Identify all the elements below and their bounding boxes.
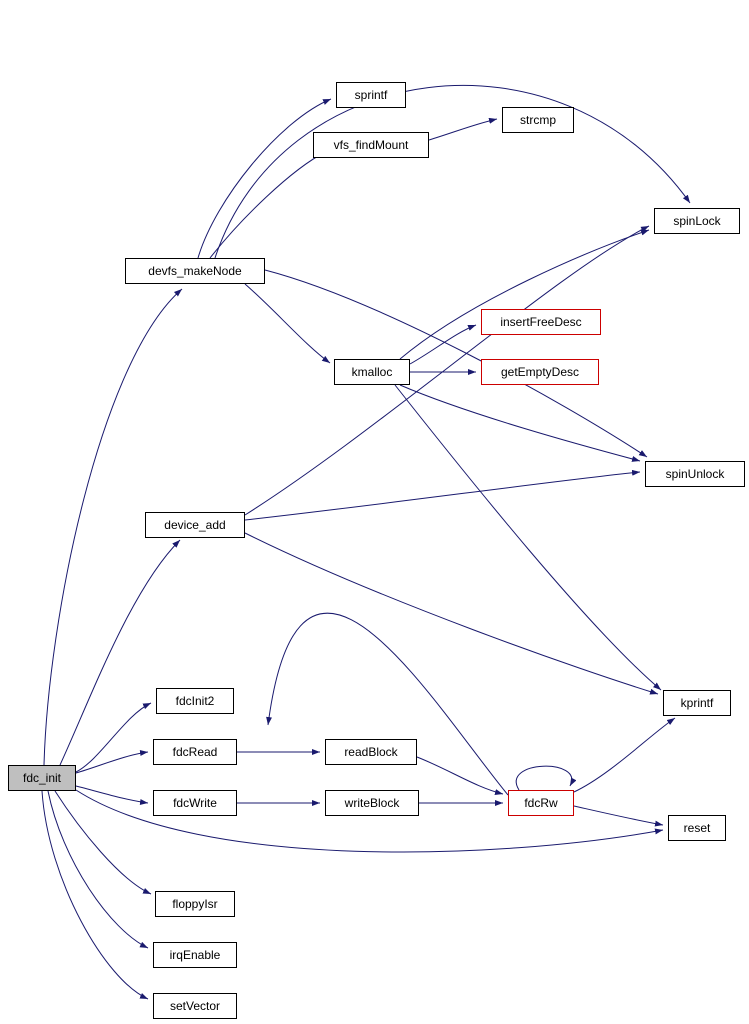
node-writeBlock[interactable] [325, 790, 419, 816]
node-fdc_init[interactable] [8, 765, 76, 791]
edge-kmalloc-spinUnlock [400, 385, 640, 461]
node-label: strcmp [520, 113, 556, 127]
node-sprintf[interactable] [336, 82, 406, 108]
node-getEmptyDesc[interactable] [481, 359, 599, 385]
node-label: spinLock [673, 214, 721, 228]
node-label: insertFreeDesc [500, 315, 582, 329]
node-label: vfs_findMount [333, 138, 409, 152]
edge-fdcRw-kmalloc [268, 613, 508, 795]
edge-devfs_makeNode-kmalloc [245, 284, 330, 363]
node-floppyIsr[interactable] [155, 891, 235, 917]
edge-kmalloc-kprintf [395, 385, 661, 690]
edge-fdc_init-setVector [42, 791, 148, 999]
node-label: writeBlock [344, 796, 400, 810]
node-label: fdcWrite [173, 796, 217, 810]
node-kmalloc[interactable] [334, 359, 410, 385]
edge-fdcRw-reset [574, 806, 663, 825]
node-label: devfs_makeNode [148, 264, 242, 278]
node-spinUnlock[interactable] [645, 461, 745, 487]
edge-fdc_init-fdcRead [76, 752, 148, 773]
node-label: floppyIsr [172, 897, 218, 911]
node-setVector[interactable] [153, 993, 237, 1019]
node-label: kmalloc [351, 365, 393, 379]
node-irqEnable[interactable] [153, 942, 237, 968]
node-fdcInit2[interactable] [156, 688, 234, 714]
edge-kmalloc-spinLock [400, 230, 649, 359]
edge-device_add-spinUnlock [245, 472, 640, 520]
node-device_add[interactable] [145, 512, 245, 538]
edge-device_add-kprintf [245, 533, 658, 694]
node-label: irqEnable [169, 948, 221, 962]
node-label: fdcRead [172, 745, 218, 759]
node-fdcRw[interactable] [508, 790, 574, 816]
node-label: sprintf [354, 88, 388, 102]
node-label: fdc_init [22, 771, 62, 785]
node-label: fdcRw [524, 796, 558, 810]
edge-devfs_makeNode-spinLock [215, 85, 690, 258]
node-strcmp[interactable] [502, 107, 574, 133]
edge-vfs_findMount-strcmp [429, 119, 497, 140]
node-vfs_findMount[interactable] [313, 132, 429, 158]
edge-fdc_init-fdcInit2 [76, 703, 151, 772]
node-label: spinUnlock [665, 467, 725, 481]
edge-readBlock-fdcRw [417, 757, 503, 794]
edge-fdcRw-kprintf [574, 718, 675, 792]
node-reset[interactable] [668, 815, 726, 841]
edge-fdc_init-device_add [60, 540, 180, 765]
node-label: setVector [169, 999, 221, 1013]
node-spinLock[interactable] [654, 208, 740, 234]
node-fdcRead[interactable] [153, 739, 237, 765]
node-label: getEmptyDesc [500, 365, 580, 379]
edge-fdc_init-fdcWrite [76, 786, 148, 803]
node-label: reset [683, 821, 711, 835]
node-readBlock[interactable] [325, 739, 417, 765]
node-fdcWrite[interactable] [153, 790, 237, 816]
edge-fdc_init-floppyIsr [55, 791, 151, 894]
edge-fdc_init-irqEnable [48, 791, 148, 948]
node-label: kprintf [680, 696, 714, 710]
node-kprintf[interactable] [663, 690, 731, 716]
node-label: readBlock [344, 745, 398, 759]
node-insertFreeDesc[interactable] [481, 309, 601, 335]
node-devfs_makeNode[interactable] [125, 258, 265, 284]
edge-devfs_makeNode-sprintf [198, 99, 331, 258]
node-label: fdcInit2 [175, 694, 215, 708]
edge-fdcRw-fdcRw [516, 766, 572, 790]
node-label: device_add [164, 518, 226, 532]
